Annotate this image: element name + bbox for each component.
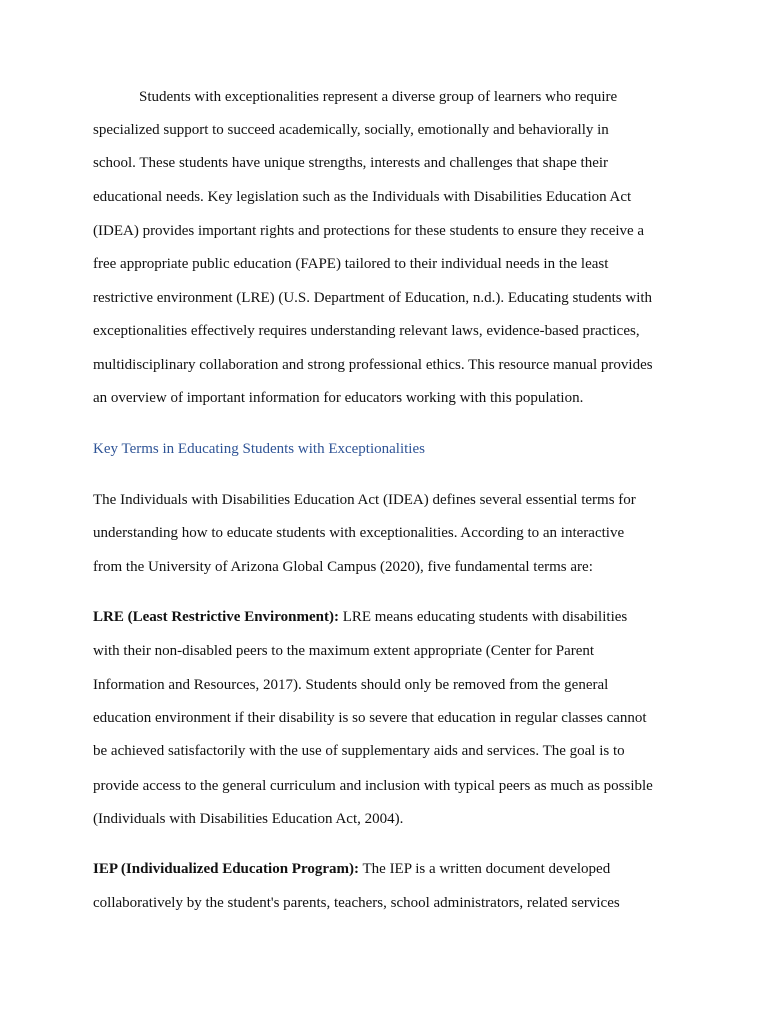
lre-first-line-text: LRE means educating students with disabilities (338, 609, 628, 625)
iep-first-line (93, 860, 610, 878)
idea-line: understanding how to educate students with exceptionalities. According to an interactive (93, 525, 625, 541)
intro-line: (IDEA) provides important rights and protections for these students to ensure they receive a (93, 223, 645, 239)
idea-line: from the University of Arizona Global Campus (2020), five fundamental terms are: (93, 559, 593, 575)
section-heading: Key Terms in Educating Students with Exceptionalities (93, 441, 425, 457)
lre-line: education environment if their disability is so severe that education in regular classes cannot (93, 710, 647, 726)
lre-line: (Individuals with Disabilities Education Act, 2004). (93, 811, 404, 827)
intro-line: multidisciplinary collaboration and strong professional ethics. This resource manual provides (93, 357, 653, 373)
intro-line: educational needs. Key legislation such as the Individuals with Disabilities Education Act (93, 189, 632, 205)
lre-term: LRE (Least Restrictive Environment): (93, 609, 339, 625)
intro-line: restrictive environment (LRE) (U.S. Department of Education, n.d.). Educating students with (93, 290, 653, 306)
iep-term: IEP (Individualized Education Program): (93, 861, 360, 877)
iep-first-line-text: The IEP is a written document developed (359, 861, 611, 877)
lre-line: be achieved satisfactorily with the use of supplementary aids and services. The goal is to (93, 743, 625, 759)
idea-line: The Individuals with Disabilities Education Act (IDEA) defines several essential terms for (93, 492, 636, 508)
intro-line: specialized support to succeed academically, socially, emotionally and behaviorally in (93, 122, 609, 138)
lre-line: Information and Resources, 2017). Students should only be removed from the general (93, 677, 609, 693)
lre-first-line (93, 608, 627, 626)
intro-line: Students with exceptionalities represent a diverse group of learners who require (139, 89, 618, 105)
lre-line: provide access to the general curriculum and inclusion with typical peers as much as possible (93, 778, 653, 794)
iep-line: collaboratively by the student's parents, teachers, school administrators, related services (93, 895, 620, 911)
intro-line: an overview of important information for educators working with this population. (93, 390, 584, 406)
intro-line: exceptionalities effectively requires understanding relevant laws, evidence-based practices, (93, 323, 640, 339)
intro-line: free appropriate public education (FAPE) tailored to their individual needs in the least (93, 256, 609, 272)
intro-line: school. These students have unique strengths, interests and challenges that shape their (93, 155, 609, 171)
lre-line: with their non-disabled peers to the maximum extent appropriate (Center for Parent (93, 643, 595, 659)
